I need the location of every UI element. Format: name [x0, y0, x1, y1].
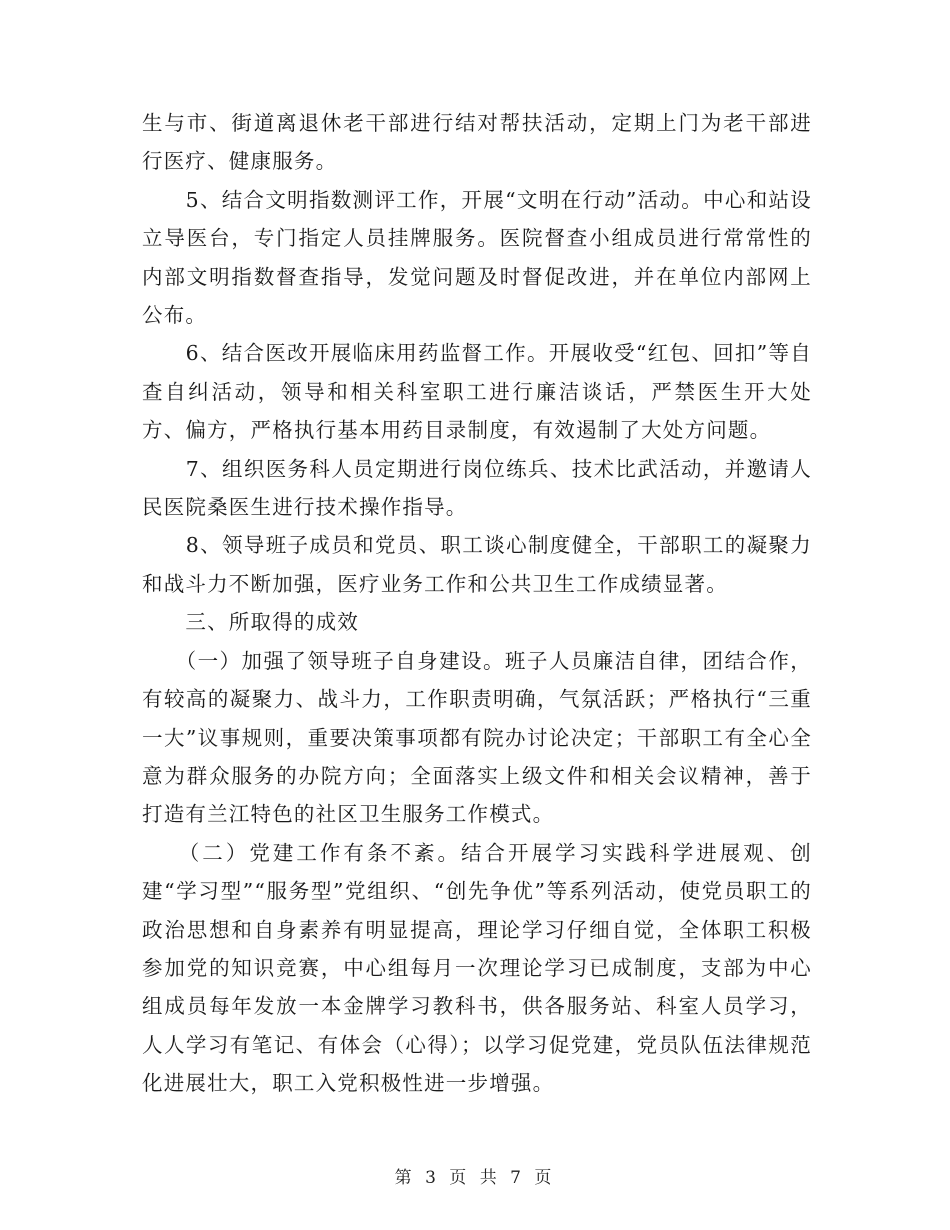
paragraph-item-7: 7、组织医务科人员定期进行岗位练兵、技术比武活动，并邀请人民医院桑医生进行技术操作指导。	[142, 456, 812, 520]
page-number-label: 第 3 页 共 7 页	[394, 1168, 556, 1188]
paragraph-achievement-1: （一）加强了领导班子自身建设。班子人员廉洁自律，团结合作，有较高的凝聚力、战斗力，工作职责明确，气氛活跃；严格执行“三重一大”议事规则，重要决策事项都有院办讨论决定；干部职工有全心全意为群众服务的办院方向；全面落实上级文件和相关会议精神，善于打造有兰江特色的社区卫生服务工作模式。	[142, 648, 812, 827]
section-heading-achievements: 三、所取得的成效	[142, 610, 359, 635]
paragraph-item-6: 6、结合医改开展临床用药监督工作。开展收受“红包、回扣”等自查自纠活动，领导和相关科室职工进行廉洁谈话，严禁医生开大处方、偏方，严格执行基本用药目录制度，有效遏制了大处方问题。	[142, 341, 812, 443]
paragraph-continuation: 生与市、街道离退休老干部进行结对帮扶活动，定期上门为老干部进行医疗、健康服务。	[142, 111, 812, 174]
document-body	[142, 104, 812, 1103]
paragraph-item-5: 5、结合文明指数测评工作，开展“文明在行动”活动。中心和站设立导医台，专门指定人员挂牌服务。医院督查小组成员进行常常性的内部文明指数督查指导，发觉问题及时督促改进，并在单位内部网上公布。	[142, 187, 812, 328]
paragraph-achievement-2: （二）党建工作有条不紊。结合开展学习实践科学进展观、创建“学习型”“服务型”党组织、“创先争优”等系列活动，使党员职工的政治思想和自身素养有明显提高，理论学习仔细自觉，全体职工积极参加党的知识竞赛，中心组每月一次理论学习已成制度，支部为中心组成员每年发放一本金牌学习教科书，供各服务站、科室人员学习，人人学习有笔记、有体会（心得）；以学习促党建，党员队伍法律规范化进展壮大，职工入党积极性进一步增强。	[142, 840, 812, 1096]
page-footer	[0, 1163, 950, 1188]
paragraph-item-8: 8、领导班子成员和党员、职工谈心制度健全，干部职工的凝聚力和战斗力不断加强，医疗业务工作和公共卫生工作成绩显著。	[142, 533, 812, 596]
